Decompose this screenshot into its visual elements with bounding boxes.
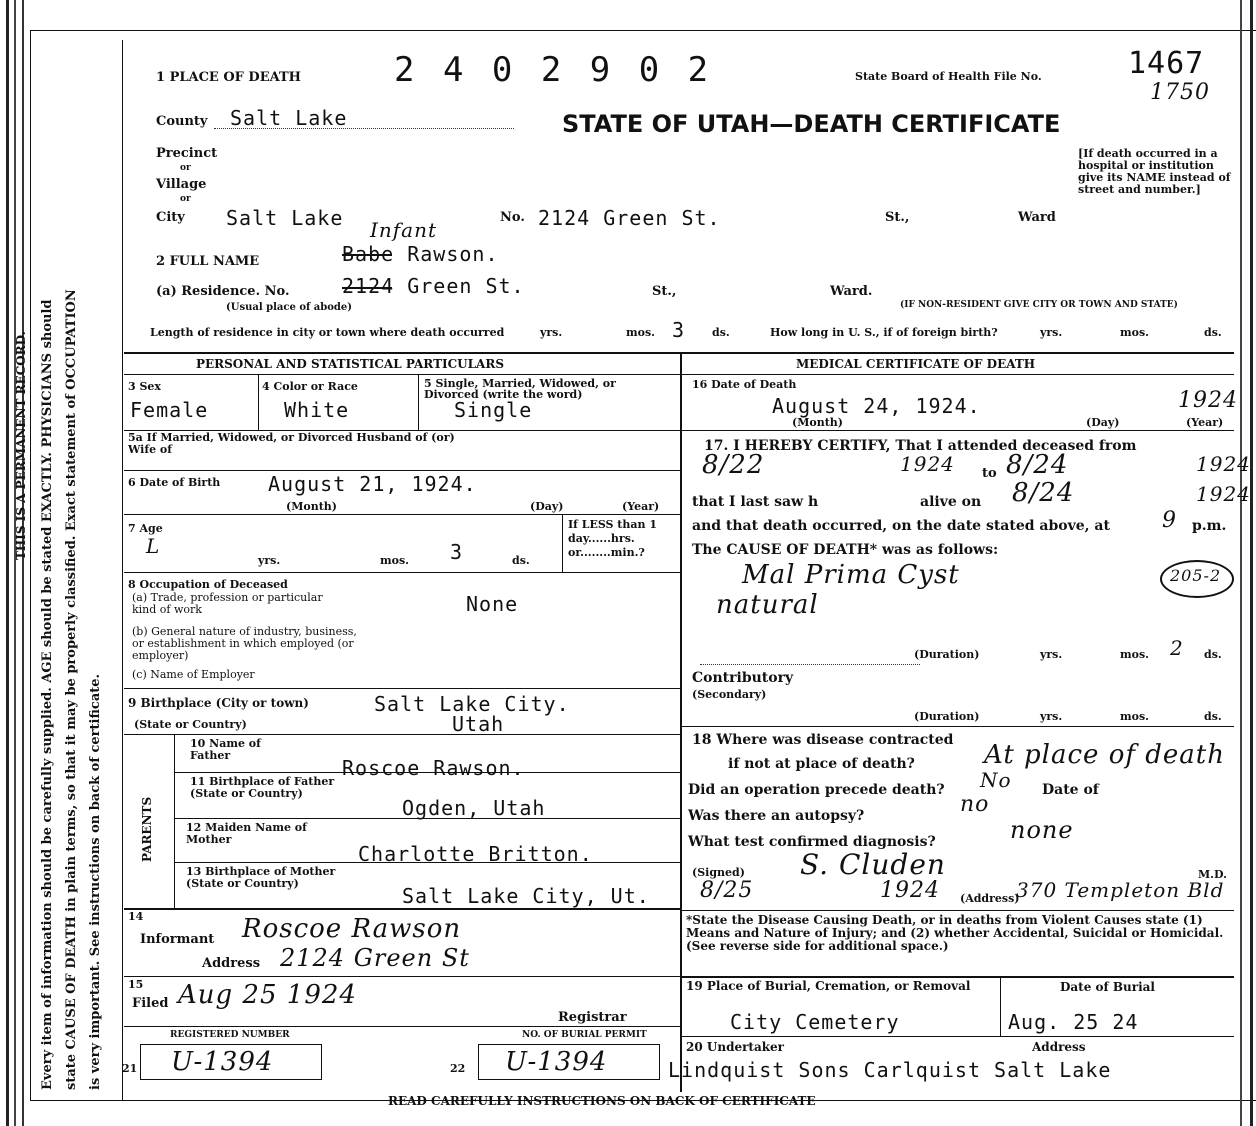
- row-line: [124, 470, 680, 471]
- precinct-label: Precinct: [156, 146, 218, 161]
- yrs-label: yrs.: [540, 326, 563, 339]
- county-label: County: [156, 114, 208, 129]
- birthplace-state-label: (State or Country): [134, 718, 247, 731]
- father-birthplace-value: Ogden, Utah: [402, 796, 546, 820]
- age-mos-value: 3: [450, 540, 464, 564]
- residence-label: (a) Residence. No.: [156, 284, 290, 299]
- county-value: Salt Lake: [230, 106, 348, 130]
- page-edge: [22, 0, 24, 1126]
- time-of-death: 9: [1162, 508, 1177, 533]
- reg-prefix: 21: [122, 1062, 138, 1075]
- certificate-number: 2 4 0 2 9 0 2: [394, 50, 713, 90]
- spouse-label: 5a If Married, Widowed, or Divorced Husband of (or) Wife of: [128, 431, 455, 456]
- last-saw-label: that I last saw h: [692, 494, 819, 510]
- mother-birthplace-label: 13 Birthplace of Mother (State or Country): [186, 865, 336, 890]
- q18-answer: At place of death: [984, 740, 1225, 770]
- permanent-record-stamp: THIS IS A PERMANENT RECORD.: [14, 331, 28, 560]
- occurred-label: and that death occurred, on the date stated above, at: [692, 518, 1110, 534]
- father-birthplace-label: 11 Birthplace of Father (State or Country): [190, 775, 335, 800]
- informant-signature: Roscoe Rawson: [242, 914, 462, 944]
- strikethrough: [342, 254, 392, 256]
- section-rule: [124, 352, 1234, 354]
- or-label: or: [180, 163, 191, 173]
- attended-to-year: 1924: [1196, 452, 1251, 476]
- dob-value: August 21, 1924.: [268, 472, 477, 496]
- res-st-label: St.,: [652, 284, 677, 299]
- marital-value: Single: [454, 398, 533, 422]
- county-line: [214, 128, 514, 129]
- attended-to: 8/24: [1006, 450, 1069, 480]
- dod-label: 16 Date of Death: [692, 378, 797, 391]
- last-saw-year: 1924: [1196, 482, 1251, 506]
- page-edge: [14, 0, 16, 1126]
- village-label: Village: [156, 177, 207, 192]
- occupation-label: 8 Occupation of Deceased: [128, 578, 288, 591]
- cell-line: [562, 514, 563, 572]
- right-edge: [1240, 0, 1242, 1126]
- hospital-note: [If death occurred in a hospital or institution give its NAME instead of street and number.]: [1078, 147, 1231, 196]
- operation-label: Did an operation precede death?: [688, 782, 945, 798]
- medical-section-title: MEDICAL CERTIFICATE OF DEATH: [796, 357, 1036, 371]
- right-edge: [1250, 0, 1253, 1126]
- dur-mos-label: mos.: [1120, 648, 1149, 661]
- row-line: [680, 1036, 1234, 1037]
- birthplace-state-value: Utah: [452, 712, 505, 736]
- ward-label: Ward: [1018, 210, 1056, 225]
- cell-line: [1000, 976, 1001, 1036]
- occupation-c-label: (c) Name of Employer: [132, 668, 255, 681]
- color-value: White: [284, 398, 350, 422]
- yrs-label: yrs.: [1040, 326, 1063, 339]
- duration-label: (Duration): [914, 648, 980, 661]
- color-label: 4 Color or Race: [262, 380, 358, 393]
- informant-num: 14: [128, 910, 144, 923]
- undertaker-label: 20 Undertaker: [686, 1040, 785, 1054]
- full-name-label: 2 FULL NAME: [156, 254, 260, 269]
- dur-mos-value: 2: [1170, 636, 1184, 660]
- city-value: Salt Lake: [226, 206, 344, 230]
- pm-label: p.m.: [1192, 518, 1227, 534]
- dob-label: 6 Date of Birth: [128, 476, 221, 489]
- length-label: Length of residence in city or town where death occurred: [150, 326, 505, 339]
- name-correction: Infant: [370, 218, 438, 242]
- age-label: 7 Age: [128, 522, 163, 535]
- footer-instructions: READ CAREFULLY INSTRUCTIONS ON BACK OF CERTIFICATE: [388, 1094, 816, 1108]
- signed-year: 1924: [880, 878, 940, 903]
- to-label: to: [982, 466, 997, 481]
- autopsy-label: Was there an autopsy?: [688, 808, 865, 824]
- row-line: [174, 818, 680, 819]
- filed-label: Filed: [132, 996, 169, 1011]
- dob-month-label: (Month): [286, 500, 337, 513]
- file-no-extra: 1750: [1150, 80, 1210, 105]
- undertaker-address-label: Address: [1032, 1040, 1086, 1054]
- test-label: What test confirmed diagnosis?: [688, 834, 936, 850]
- city-label: City: [156, 210, 185, 225]
- permit-box: [478, 1044, 660, 1080]
- dod-year-label: (Year): [1186, 416, 1224, 429]
- top-border: [30, 30, 1256, 31]
- row-line: [680, 910, 1234, 911]
- parents-divider: [174, 734, 175, 908]
- full-name-value: Babe Rawson.: [342, 242, 499, 266]
- side-note-2: state CAUSE OF DEATH in plain terms, so that it may be properly classified. Exact statement of OCCUPATION: [64, 289, 79, 1090]
- cell-line: [418, 374, 419, 430]
- mos-label: mos.: [626, 326, 655, 339]
- age-mos-label: mos.: [380, 554, 409, 567]
- attended-from: 8/22: [702, 450, 765, 480]
- parents-label: PARENTS: [140, 796, 154, 862]
- undertaker-value: Lindquist Sons Carlquist Salt Lake: [668, 1058, 1112, 1082]
- contributory-label: Contributory: [692, 670, 794, 686]
- mos-label: mos.: [1120, 326, 1149, 339]
- row-line: [124, 688, 680, 689]
- ds-label: ds.: [1204, 326, 1222, 339]
- md-label: M.D.: [1198, 868, 1227, 881]
- st-label: St.,: [885, 210, 910, 225]
- informant-label: Informant: [140, 932, 215, 947]
- burial-date-label: Date of Burial: [1060, 980, 1155, 994]
- dod-year: 1924: [1178, 388, 1238, 413]
- row-line: [174, 772, 680, 773]
- occupation-value: None: [466, 592, 519, 616]
- row-line: [680, 726, 1234, 727]
- place-of-death-label: 1 PLACE OF DEATH: [156, 70, 301, 85]
- row-line: [680, 976, 1234, 978]
- certificate-title: STATE OF UTAH—DEATH CERTIFICATE: [562, 110, 1061, 138]
- dod-month-label: (Month): [792, 416, 843, 429]
- residence-sublabel: (Usual place of abode): [226, 302, 352, 313]
- age-yrs-label: yrs.: [258, 554, 281, 567]
- secondary-label: (Secondary): [692, 688, 767, 701]
- burial-place-label: 19 Place of Burial, Cremation, or Removal: [686, 979, 971, 993]
- marital-label: 5 Single, Married, Widowed, or Divorced (write the word): [424, 377, 616, 401]
- row-line: [680, 430, 1234, 431]
- file-no-label: State Board of Health File No.: [855, 70, 1042, 83]
- cell-line: [258, 374, 259, 430]
- operation-answer: No: [980, 768, 1012, 792]
- personal-section-title: PERSONAL AND STATISTICAL PARTICULARS: [196, 357, 505, 371]
- no-label: No.: [500, 210, 525, 225]
- signed-date: 8/25: [700, 878, 754, 903]
- dob-year-label: (Year): [622, 500, 660, 513]
- age-ds-label: ds.: [512, 554, 530, 567]
- dur2-yrs-label: yrs.: [1040, 710, 1063, 723]
- dur2-mos-label: mos.: [1120, 710, 1149, 723]
- registrar-label: Registrar: [558, 1010, 627, 1025]
- cause-code: 205-2: [1170, 566, 1222, 585]
- nonres-note: (IF NON-RESIDENT GIVE CITY OR TOWN AND STATE): [900, 300, 1178, 310]
- row-line: [174, 862, 680, 863]
- res-ward-label: Ward.: [830, 284, 873, 299]
- dur-yrs-label: yrs.: [1040, 648, 1063, 661]
- page-edge: [30, 30, 31, 1100]
- strikethrough: [342, 287, 392, 289]
- duration-label-2: (Duration): [914, 710, 980, 723]
- last-saw-date: 8/24: [1012, 478, 1075, 508]
- file-no: 1467: [1128, 46, 1205, 81]
- mother-value: Charlotte Britton.: [358, 842, 593, 866]
- cause-label: The CAUSE OF DEATH* was as follows:: [692, 542, 999, 558]
- row-line: [124, 572, 680, 573]
- row-line: [124, 734, 680, 735]
- cause-footnote: *State the Disease Causing Death, or in deaths from Violent Causes state (1) Means and Nature of Injury; and (2) whether Accidental, Suicidal or Homicidal. (See reverse side for additional space.): [686, 913, 1224, 953]
- ds-label: ds.: [712, 326, 730, 339]
- center-divider: [680, 352, 682, 1092]
- left-rule: [122, 40, 123, 1100]
- sex-label: 3 Sex: [128, 380, 161, 393]
- residence-value: 2124 Green St.: [342, 274, 525, 298]
- mother-label: 12 Maiden Name of Mother: [186, 821, 307, 846]
- q18b-label: if not at place of death?: [728, 756, 915, 772]
- date-of-label: Date of: [1042, 782, 1099, 798]
- dur-ds-label: ds.: [1204, 648, 1222, 661]
- dob-day-label: (Day): [530, 500, 564, 513]
- occupation-a-label: (a) Trade, profession or particular kind of work: [132, 591, 323, 616]
- row-line: [124, 976, 680, 977]
- filed-date: Aug 25 1924: [178, 980, 357, 1010]
- row-line: [124, 514, 680, 515]
- cause-primary: Mal Prima Cyst: [742, 560, 960, 590]
- mother-birthplace-value: Salt Lake City, Ut.: [402, 884, 650, 908]
- informant-address-label: Address: [202, 956, 261, 971]
- occupation-b-label: (b) General nature of industry, business, or establishment in which employed (or employer): [132, 625, 357, 662]
- less-than-label: If LESS than 1 day......hrs. or........min.?: [568, 518, 657, 559]
- father-value: Roscoe Rawson.: [342, 756, 525, 780]
- side-note-3: is very important. See instructions on back of certificate.: [88, 673, 103, 1090]
- reg-no-box: [140, 1044, 322, 1080]
- age-yrs-mark: L: [146, 534, 161, 558]
- row-line: [680, 374, 1234, 375]
- burial-date-value: Aug. 25 24: [1008, 1010, 1139, 1034]
- reg-no-value: U-1394: [171, 1047, 274, 1077]
- filed-num: 15: [128, 978, 144, 991]
- birthplace-value: Salt Lake City.: [374, 692, 570, 716]
- physician-address-label: (Address): [960, 892, 1020, 905]
- row-line: [124, 908, 680, 910]
- cause-code-circle: [1160, 560, 1234, 598]
- reg-no-label: REGISTERED NUMBER: [170, 1030, 290, 1040]
- physician-address: 370 Templeton Bld: [1016, 878, 1225, 902]
- certify-label: 17. I HEREBY CERTIFY, That I attended deceased from: [704, 438, 1137, 454]
- page-edge: [6, 0, 9, 1126]
- cause-line: [700, 664, 920, 665]
- signed-label: (Signed): [692, 866, 745, 879]
- q18-label: 18 Where was disease contracted: [692, 732, 954, 748]
- residence-mos-value: 3: [672, 318, 686, 342]
- sex-value: Female: [130, 398, 209, 422]
- dur2-ds-label: ds.: [1204, 710, 1222, 723]
- street-value: 2124 Green St.: [538, 206, 721, 230]
- row-line: [124, 1026, 680, 1027]
- cause-secondary: natural: [716, 590, 819, 620]
- permit-prefix: 22: [450, 1062, 466, 1075]
- dod-day-label: (Day): [1086, 416, 1120, 429]
- permit-value: U-1394: [505, 1047, 608, 1077]
- burial-permit-label: NO. OF BURIAL PERMIT: [522, 1030, 647, 1040]
- side-note-1: Every item of information should be carefully supplied. AGE should be stated EXACTLY. PHYSICIANS should: [40, 299, 55, 1090]
- physician-signature: S. Cluden: [800, 848, 946, 881]
- autopsy-answer: no: [960, 792, 990, 817]
- birthplace-label: 9 Birthplace (City or town): [128, 696, 309, 710]
- us-label: How long in U. S., if of foreign birth?: [770, 326, 998, 339]
- burial-place-value: City Cemetery: [730, 1010, 900, 1034]
- or-label: or: [180, 194, 191, 204]
- attended-from-year: 1924: [900, 452, 955, 476]
- row-line: [124, 374, 680, 375]
- father-label: 10 Name of Father: [190, 737, 261, 762]
- test-answer: none: [1010, 816, 1074, 844]
- dod-value: August 24, 1924.: [772, 394, 981, 418]
- alive-on-label: alive on: [920, 494, 982, 510]
- informant-address: 2124 Green St: [280, 944, 470, 972]
